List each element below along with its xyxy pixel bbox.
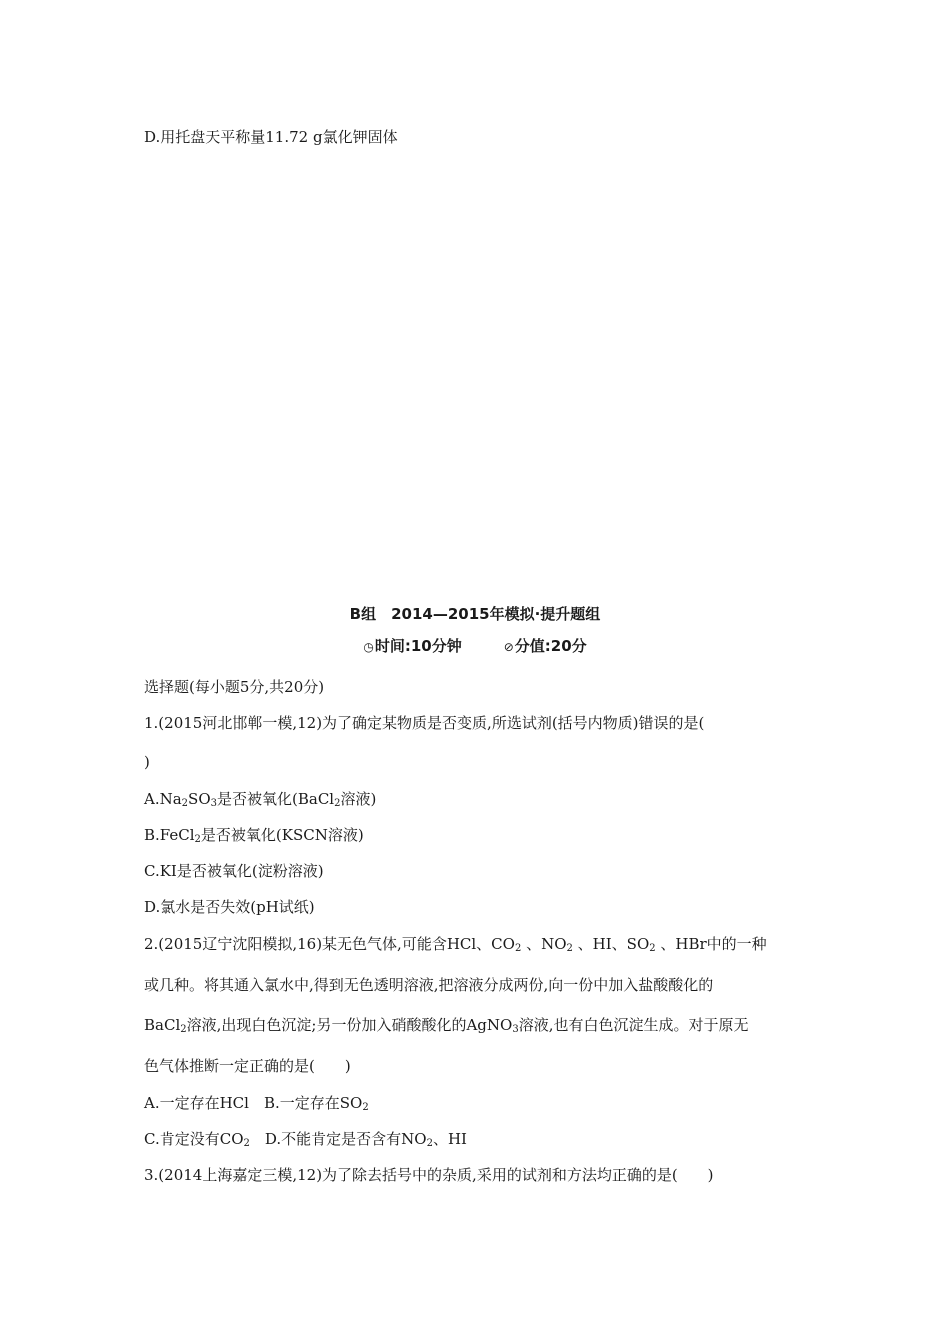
q2-stem-line3: BaCl$_2$溶液,出现白色沉淀;另一份加入硝酸酸化的AgNO$_3$溶液,也有白色沉淀生成。对于原无	[144, 1016, 749, 1035]
time-label: 时间:10分钟	[374, 637, 462, 655]
section-intro: 选择题(每小题5分,共20分)	[144, 678, 325, 696]
time-info	[363, 636, 461, 657]
score-info	[504, 636, 587, 657]
q2-stem-line1: 2.(2015辽宁沈阳模拟,16)某无色气体,可能含HCl、$CO_2$ 、$NO_2$ 、HI、$SO_2$ 、HBr中的一种	[144, 935, 767, 954]
score-label: 分值:20分	[514, 637, 587, 655]
section-meta	[0, 636, 950, 657]
q2-options-cd: C.肯定没有$CO_2$ D.不能肯定是否含有$NO_2$、HI	[144, 1130, 467, 1149]
q1-option-c: C.KI是否被氧化(淀粉溶液)	[144, 862, 324, 880]
q1-option-b: B.FeCl$_2$是否被氧化(KSCN溶液)	[144, 826, 364, 845]
q1-option-a: $A.Na_2SO_3$是否被氧化(BaCl$_2$溶液)	[144, 790, 377, 809]
previous-question-option-d: D.用托盘天平称量11.72 g氯化钾固体	[144, 128, 398, 146]
q2-stem-line4: 色气体推断一定正确的是( )	[144, 1057, 351, 1075]
q1-stem-line2: )	[144, 753, 150, 771]
q3-stem: 3.(2014上海嘉定三模,12)为了除去括号中的杂质,采用的试剂和方法均正确的是( )	[144, 1166, 714, 1184]
check-circle-icon: ⊘	[503, 640, 514, 654]
clock-icon: ◷	[363, 640, 374, 654]
q2-options-ab: A.一定存在HCl B.一定存在$SO_2$	[144, 1094, 369, 1113]
q1-stem-line1: 1.(2015河北邯郸一模,12)为了确定某物质是否变质,所选试剂(括号内物质)错误的是(	[144, 714, 705, 732]
section-title: B组 2014—2015年模拟·提升题组	[349, 605, 601, 623]
q2-stem-line2: 或几种。将其通入氯水中,得到无色透明溶液,把溶液分成两份,向一份中加入盐酸酸化的	[144, 976, 714, 994]
q1-option-d: D.氯水是否失效(pH试纸)	[144, 898, 315, 916]
